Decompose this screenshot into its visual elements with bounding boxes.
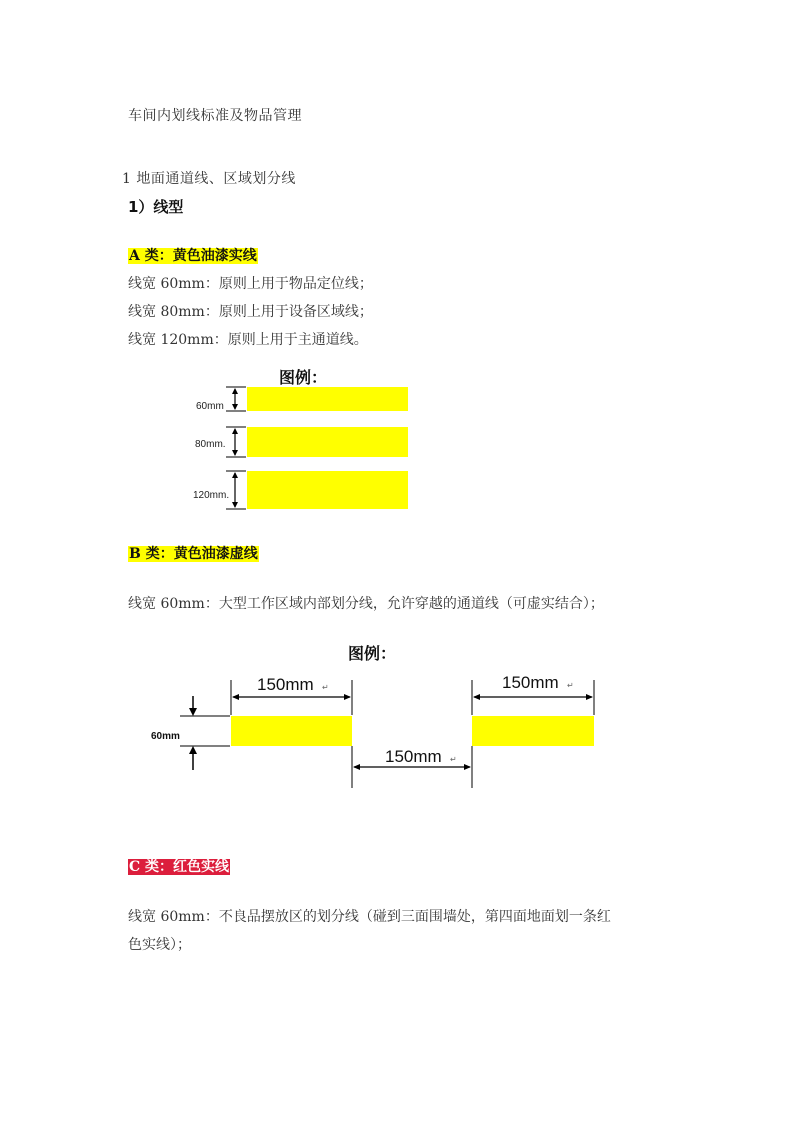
type-c-line-2: 色实线）； [128,937,191,953]
type-c-label-text: C 类：红色实线 [129,859,230,875]
line-120mm-bar [247,471,408,509]
page-title: 车间内划线标准及物品管理 [128,108,302,124]
type-b-label [128,543,259,563]
return-mark-1: ↵ [322,683,329,692]
figure-b-title: 图例： [348,646,397,663]
dim-120-arrow-down [232,502,238,508]
dim-right-arrow-r [586,694,593,700]
dim-120-label: 120mm. [193,490,230,501]
type-a-line-3: 线宽 120mm：原则上用于主通道线。 [128,332,368,348]
dim-left-arrow-r [344,694,351,700]
dim-120-arrow-up [232,472,238,478]
dim-width-label: 60mm [151,731,180,742]
type-a-line-2: 线宽 80mm：原则上用于设备区域线； [128,304,373,320]
type-c-line-1: 线宽 60mm：不良品摆放区的划分线（碰到三面围墙处，第四面地面划一条红 [128,909,611,925]
dash-bar-left [231,716,352,746]
dim-right-label: 150mm [502,673,559,692]
type-a-label-text: A 类：黄色油漆实线 [129,248,257,264]
dim-gap-arrow-r [464,764,471,770]
dim-80-arrow-up [232,428,238,434]
type-a-line-1: 线宽 60mm：原则上用于物品定位线； [128,276,373,292]
dim-width-arrow-bottom [189,746,197,754]
dim-60-arrow-down [232,404,238,410]
dim-gap-arrow-l [353,764,360,770]
figure-b-diagram [140,660,610,815]
dim-80-arrow-down [232,450,238,456]
figure-a-diagram [190,383,415,515]
dim-width-arrow-top [189,708,197,716]
dim-80-label: 80mm. [195,439,226,450]
line-80mm-bar [247,427,408,457]
return-mark-2: ↵ [567,681,574,690]
type-b-label-text: B 类：黄色油漆虚线 [129,546,258,562]
dim-left-arrow-l [232,694,239,700]
dim-right-arrow-l [473,694,480,700]
figure-a-title: 图例： [279,370,328,387]
dim-gap-label: 150mm [385,747,442,766]
dim-left-label: 150mm [257,675,314,694]
dim-60-label: 60mm [196,401,224,412]
return-mark-3: ↵ [450,755,457,764]
subsection-heading: 1）线型 [128,198,184,216]
type-c-label [128,856,230,876]
line-60mm-bar [247,387,408,411]
section-heading: 1 地面通道线、区域划分线 [122,171,296,187]
dim-60-arrow-up [232,388,238,394]
dash-bar-right [472,716,594,746]
type-b-line: 线宽 60mm：大型工作区域内部划分线，允许穿越的通道线（可虚实结合）； [128,596,604,612]
type-a-label [128,245,258,265]
